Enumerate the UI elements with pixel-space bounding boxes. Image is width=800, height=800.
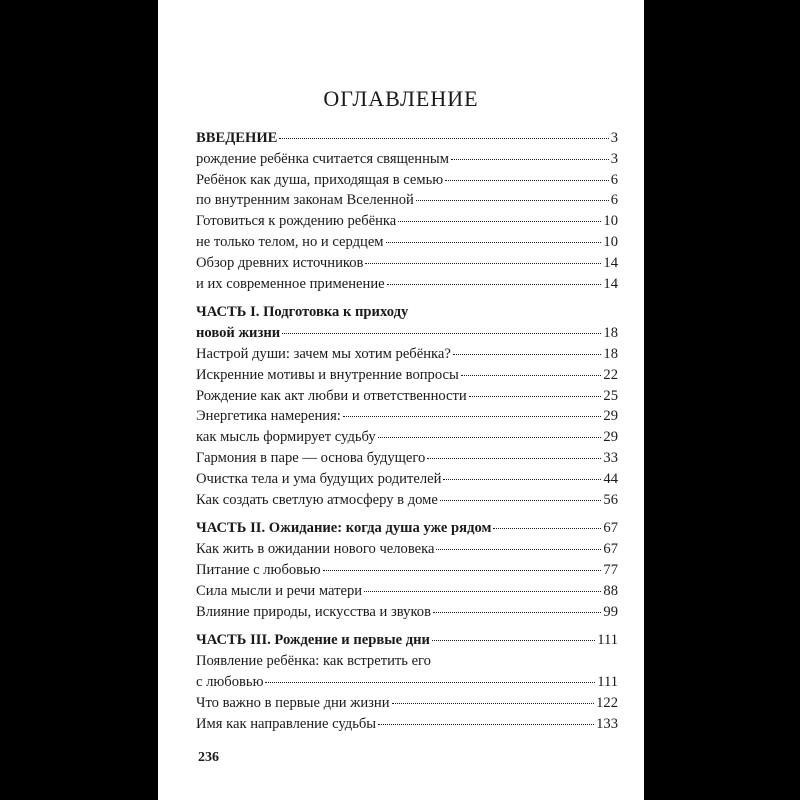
dot-leader	[386, 241, 602, 243]
dot-leader	[387, 283, 602, 285]
dot-leader	[433, 611, 601, 613]
toc-entry-page: 29	[603, 429, 618, 446]
toc-entry	[196, 539, 618, 560]
toc-entry	[196, 232, 618, 253]
toc-entry-label: новой жизни	[196, 325, 281, 342]
toc-entry	[196, 211, 618, 232]
toc-entry-label: по внутренним законам Вселенной	[196, 192, 414, 209]
book-page	[158, 0, 644, 800]
toc-entry-label: рождение ребёнка считается священным	[196, 150, 449, 167]
toc-entry-label: Искренние мотивы и внутренние вопросы	[196, 366, 459, 383]
dot-leader	[445, 179, 609, 181]
toc-entry	[196, 714, 618, 735]
toc-entry-page: 111	[597, 632, 618, 649]
toc-entry-label: не только телом, но и сердцем	[196, 233, 384, 250]
toc-entry	[196, 427, 618, 448]
toc-entry	[196, 490, 618, 511]
toc-entry-page: 44	[603, 470, 618, 487]
toc-entry-page: 3	[610, 130, 618, 146]
dot-leader	[453, 353, 602, 355]
dot-leader	[364, 590, 601, 592]
toc-entry-label: Питание с любовью	[196, 561, 321, 578]
toc-entry	[196, 170, 618, 191]
toc-entry-label: Очистка тела и ума будущих родителей	[196, 470, 442, 487]
dot-leader	[427, 457, 601, 459]
toc-entry	[196, 448, 618, 469]
toc-entry	[196, 190, 618, 211]
toc-entry-page: 122	[596, 694, 618, 711]
toc-heading	[196, 630, 618, 651]
table-of-contents	[196, 128, 618, 742]
toc-entry-page: 14	[603, 275, 618, 292]
toc-entry	[196, 406, 618, 427]
toc-entry-page: 99	[603, 603, 618, 620]
toc-entry-label: Настрой души: зачем мы хотим ребёнка?	[196, 345, 451, 362]
toc-entry-label: и их современное применение	[196, 275, 385, 292]
toc-entry-label: Обзор древних источников	[196, 254, 364, 271]
dot-leader	[365, 262, 601, 264]
toc-entry	[196, 253, 618, 274]
toc-entry	[196, 672, 618, 693]
toc-entry-label: ЧАСТЬ I. Подготовка к приходу	[196, 304, 409, 321]
toc-entry	[196, 365, 618, 386]
toc-entry-label: Что важно в первые дни жизни	[196, 694, 390, 711]
toc-entry-page: 6	[610, 192, 618, 209]
toc-entry-label: ВВЕДЕНИЕ	[196, 130, 278, 146]
toc-entry-page: 67	[603, 541, 618, 558]
dot-leader	[443, 478, 601, 480]
toc-entry-label: Гармония в паре — основа будущего	[196, 449, 426, 466]
toc-entry-page: 10	[603, 213, 618, 230]
toc-entry-label: Как жить в ожидании нового человека	[196, 541, 435, 558]
toc-entry-page: 10	[603, 233, 618, 250]
dot-leader	[416, 199, 609, 201]
dot-leader	[378, 723, 594, 725]
toc-entry-label: Рождение как акт любви и ответственности	[196, 387, 467, 404]
toc-entry-page: 133	[596, 715, 618, 732]
toc-entry-label: ЧАСТЬ III. Рождение и первые дни	[196, 632, 430, 649]
toc-entry-label: Влияние природы, искусства и звуков	[196, 603, 431, 620]
toc-section	[196, 128, 618, 294]
toc-entry-page: 25	[603, 387, 618, 404]
toc-entry-label: как мысль формирует судьбу	[196, 429, 376, 446]
toc-heading	[196, 128, 618, 149]
page-title: ОГЛАВЛЕНИЕ	[323, 86, 479, 111]
toc-entry-label: Энергетика намерения:	[196, 408, 341, 425]
toc-entry-page: 111	[597, 673, 618, 690]
toc-heading	[196, 302, 618, 323]
toc-entry	[196, 274, 618, 295]
toc-section	[196, 302, 618, 510]
toc-entry-page: 88	[603, 582, 618, 599]
toc-entry-label: Как создать светлую атмосферу в доме	[196, 491, 438, 508]
toc-entry-page: 56	[603, 491, 618, 508]
toc-entry-page: 33	[603, 449, 618, 466]
toc-entry-page: 67	[603, 520, 618, 537]
scan-border-left	[0, 0, 158, 800]
toc-entry-page: 29	[603, 408, 618, 425]
toc-entry-page: 6	[610, 171, 618, 188]
toc-heading	[196, 518, 618, 539]
dot-leader	[451, 158, 609, 160]
toc-entry-page: 77	[603, 561, 618, 578]
toc-entry-label: Готовиться к рождению ребёнка	[196, 213, 397, 230]
dot-leader	[392, 702, 595, 704]
page-number: 236	[198, 750, 219, 765]
dot-leader	[436, 548, 601, 550]
dot-leader	[432, 639, 595, 641]
dot-leader	[461, 374, 602, 376]
toc-entry-label: Сила мысли и речи матери	[196, 582, 363, 599]
dot-leader	[398, 220, 601, 222]
dot-leader	[378, 436, 602, 438]
toc-section	[196, 630, 618, 734]
toc-section	[196, 518, 618, 622]
toc-entry	[196, 693, 618, 714]
toc-entry	[196, 149, 618, 170]
toc-heading	[196, 323, 618, 344]
dot-leader	[469, 395, 602, 397]
toc-entry-label: Имя как направление судьбы	[196, 715, 377, 732]
toc-entry	[196, 386, 618, 407]
toc-entry-page: 18	[603, 325, 618, 342]
dot-leader	[282, 332, 601, 334]
toc-entry-page: 22	[603, 366, 618, 383]
dot-leader	[279, 137, 608, 139]
toc-entry-label: ЧАСТЬ II. Ожидание: когда душа уже рядом	[196, 520, 492, 537]
scan-border-right	[644, 0, 800, 800]
dot-leader	[323, 569, 602, 571]
toc-entry-label: Ребёнок как душа, приходящая в семью	[196, 171, 444, 188]
toc-entry	[196, 344, 618, 365]
toc-entry-page: 18	[603, 345, 618, 362]
dot-leader	[343, 415, 602, 417]
toc-entry	[196, 581, 618, 602]
toc-entry	[196, 651, 618, 672]
toc-entry-label: Появление ребёнка: как встретить его	[196, 653, 431, 670]
toc-entry-label: с любовью	[196, 673, 264, 690]
toc-entry-page: 3	[610, 150, 618, 167]
dot-leader	[493, 527, 601, 529]
toc-entry	[196, 560, 618, 581]
dot-leader	[265, 681, 595, 683]
toc-entry-page: 14	[603, 254, 618, 271]
toc-entry	[196, 469, 618, 490]
dot-leader	[440, 499, 602, 501]
toc-entry	[196, 602, 618, 623]
